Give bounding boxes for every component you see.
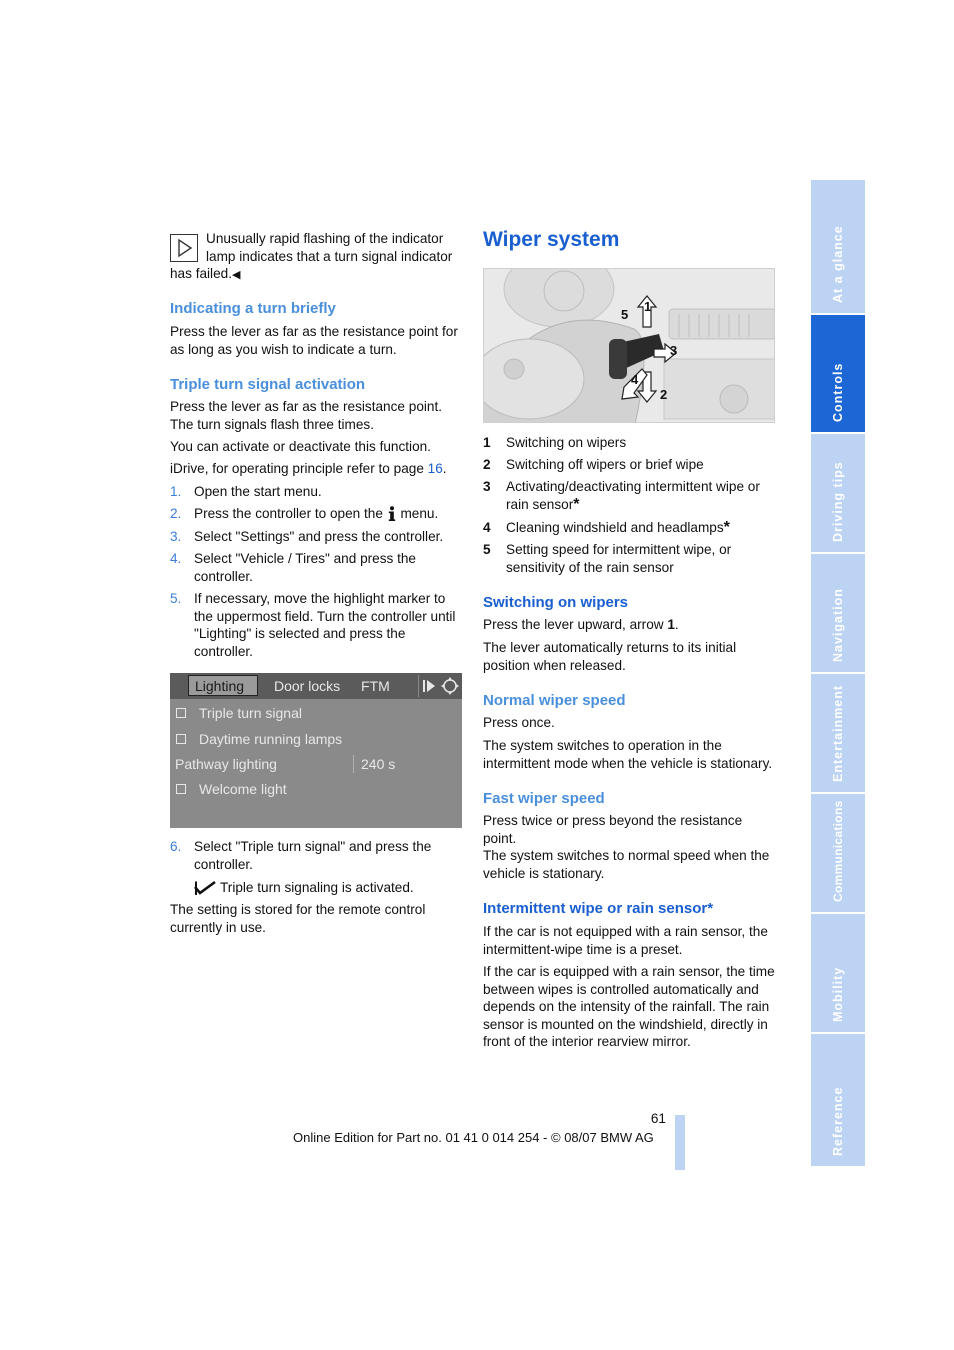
sidebar-tab-label: Mobility <box>831 966 845 1022</box>
triple-p2: You can activate or deactivate this function. <box>170 439 431 454</box>
sidebar-tab-navigation[interactable] <box>811 554 865 672</box>
fast-speed-heading: Fast wiper speed <box>483 790 605 807</box>
page-marker-bar <box>675 1115 685 1170</box>
item-text-body: Cleaning windshield and headlamps <box>506 520 724 535</box>
sidebar-tab-mobility[interactable] <box>811 914 865 1032</box>
result-text: Triple turn signaling is activated. <box>220 880 414 895</box>
sidebar-tab-at-a-glance[interactable] <box>811 180 865 313</box>
step-text: Open the start menu. <box>194 484 322 499</box>
triple-heading: Triple turn signal activation <box>170 376 366 393</box>
sidebar-tab-label: Communications <box>831 800 845 902</box>
sidebar-tab-communications[interactable] <box>811 794 865 912</box>
closing-text: The setting is stored for the remote control currently in use. <box>170 902 426 935</box>
sidebar-tab-label: Entertainment <box>831 684 845 782</box>
sidebar-tab-entertainment[interactable] <box>811 674 865 792</box>
arrow-label-1: 1 <box>644 299 652 314</box>
item-number: 2 <box>483 457 491 472</box>
sidebar-tab-label: Reference <box>831 1086 845 1156</box>
normal-speed-heading: Normal wiper speed <box>483 692 626 709</box>
triple-p1: Press the lever as far as the resistance point. The turn signals flash three times. <box>170 399 443 432</box>
sidebar-tab-label: Controls <box>831 362 845 422</box>
item-text <box>506 478 778 513</box>
optional-star: * <box>573 495 580 513</box>
welcome-light-checkbox[interactable] <box>176 784 186 794</box>
intermittent-p1: If the car is not equipped with a rain sensor, the intermittent-wipe time is a preset. <box>483 924 768 957</box>
page-link[interactable]: 16 <box>427 461 443 476</box>
step-text-post: menu. <box>396 506 439 521</box>
wiper-diagram <box>483 268 775 423</box>
item-text: Switching off wipers or brief wipe <box>506 457 704 472</box>
triple-p3 <box>170 460 462 478</box>
item-number: 1 <box>483 435 491 450</box>
step-number: 5. <box>170 591 182 606</box>
sidebar-tab-label: At a glance <box>831 225 845 303</box>
idrive-settings-screen <box>170 673 462 828</box>
daytime-lamps-checkbox[interactable] <box>176 734 186 744</box>
footer-edition: Online Edition for Part no. 01 41 0 014 254 - © 08/07 BMW AG <box>293 1130 654 1145</box>
step-text: If necessary, move the highlight marker to the uppermost field. Turn the controller until "Lighting" is selected and press the controller. <box>194 591 456 659</box>
screen-controller-icon <box>441 677 459 695</box>
triple-turn-row[interactable]: Triple turn signal <box>199 705 302 721</box>
sidebar-tab-controls[interactable] <box>811 315 865 432</box>
indicating-heading: Indicating a turn briefly <box>170 300 336 317</box>
step-text: Select "Settings" and press the controller. <box>194 529 444 544</box>
wiper-heading: Wiper system <box>483 228 620 251</box>
item-text: Switching on wipers <box>506 435 627 450</box>
step-text: Select "Vehicle / Tires" and press the controller. <box>194 551 416 584</box>
step-number: 4. <box>170 551 182 566</box>
arrow-label-5: 5 <box>621 307 629 322</box>
wiper-diagram-svg <box>484 269 775 423</box>
item-text-body: Activating/deactivating intermittent wipe or rain sensor <box>506 479 760 512</box>
fast-speed-p2: The system switches to normal speed when the vehicle is stationary. <box>483 848 770 881</box>
arrow-ref: 1 <box>667 617 675 632</box>
switching-on-p2: The lever automatically returns to its initial position when released. <box>483 640 737 673</box>
fast-speed-p1: Press twice or press beyond the resistance point. <box>483 813 743 846</box>
daytime-lamps-row[interactable]: Daytime running lamps <box>199 731 343 747</box>
step-text <box>194 505 462 523</box>
info-icon <box>388 506 396 521</box>
sidebar-tab-label: Driving tips <box>831 461 845 542</box>
screen-tab-lighting-label: Lighting <box>195 678 245 694</box>
arrow-label-4: 4 <box>631 372 639 387</box>
arrow-label-2: 2 <box>660 387 668 402</box>
step-number: 1. <box>170 484 182 499</box>
screen-tab-ftm-label[interactable]: FTM <box>361 678 390 694</box>
screen-next-arrow-icon[interactable] <box>422 679 436 693</box>
arrow-label-3: 3 <box>670 343 678 358</box>
optional-star: * <box>723 519 730 536</box>
switching-on-p1-end: . <box>674 617 679 632</box>
normal-speed-p2: The system switches to operation in the intermittent mode when the vehicle is stationary. <box>483 738 773 771</box>
end-mark-icon: ◀ <box>231 269 241 282</box>
step-text: Select "Triple turn signal" and press the controller. <box>194 839 432 872</box>
switching-on-p1 <box>483 616 775 634</box>
note-body: Unusually rapid flashing of the indicator lamp indicates that a turn signal indicator has failed. <box>170 231 453 282</box>
sidebar-tab-reference[interactable] <box>811 1034 865 1166</box>
item-number: 3 <box>483 479 491 494</box>
switching-on-p1-text: Press the lever upward, arrow <box>483 617 668 632</box>
item-number: 5 <box>483 542 491 557</box>
step-number: 3. <box>170 529 182 544</box>
triple-p3-text: iDrive, for operating principle refer to page <box>170 461 428 476</box>
pathway-lighting-row[interactable]: Pathway lighting <box>175 756 277 772</box>
normal-speed-p1: Press once. <box>483 715 555 730</box>
result-check-icon <box>193 880 217 896</box>
sidebar-tab-label: Navigation <box>831 588 845 662</box>
item-number: 4 <box>483 520 491 535</box>
page-number: 61 <box>650 1111 666 1126</box>
screen-divider <box>418 675 419 697</box>
note-icon-spacer <box>170 230 206 264</box>
item-text <box>506 519 778 537</box>
pathway-lighting-value[interactable]: 240 s <box>361 756 396 772</box>
intermittent-p2: If the car is equipped with a rain sensor, the time between wipes is controlled automatically and depends on the intensity of the rainfall. The rain sensor is mounted on the windshield, directly in front of the interior rearview mirror. <box>483 964 775 1050</box>
triple-turn-checkbox[interactable] <box>176 708 186 718</box>
intermittent-heading: Intermittent wipe or rain sensor* <box>483 900 714 917</box>
note-text <box>170 230 462 285</box>
screen-tab-doorlocks-label[interactable]: Door locks <box>274 678 341 694</box>
sidebar-tab-driving-tips[interactable] <box>811 434 865 552</box>
indicating-body: Press the lever as far as the resistance point for as long as you wish to indicate a turn. <box>170 324 458 357</box>
item-text: Setting speed for intermittent wipe, or sensitivity of the rain sensor <box>506 542 732 575</box>
step-text-pre: Press the controller to open the <box>194 506 387 521</box>
switching-on-heading: Switching on wipers <box>483 594 629 611</box>
triple-p3-end: . <box>442 461 447 476</box>
step-number: 6. <box>170 839 182 854</box>
pathway-divider <box>353 755 354 773</box>
welcome-light-row[interactable]: Welcome light <box>199 781 287 797</box>
step-number: 2. <box>170 506 182 521</box>
